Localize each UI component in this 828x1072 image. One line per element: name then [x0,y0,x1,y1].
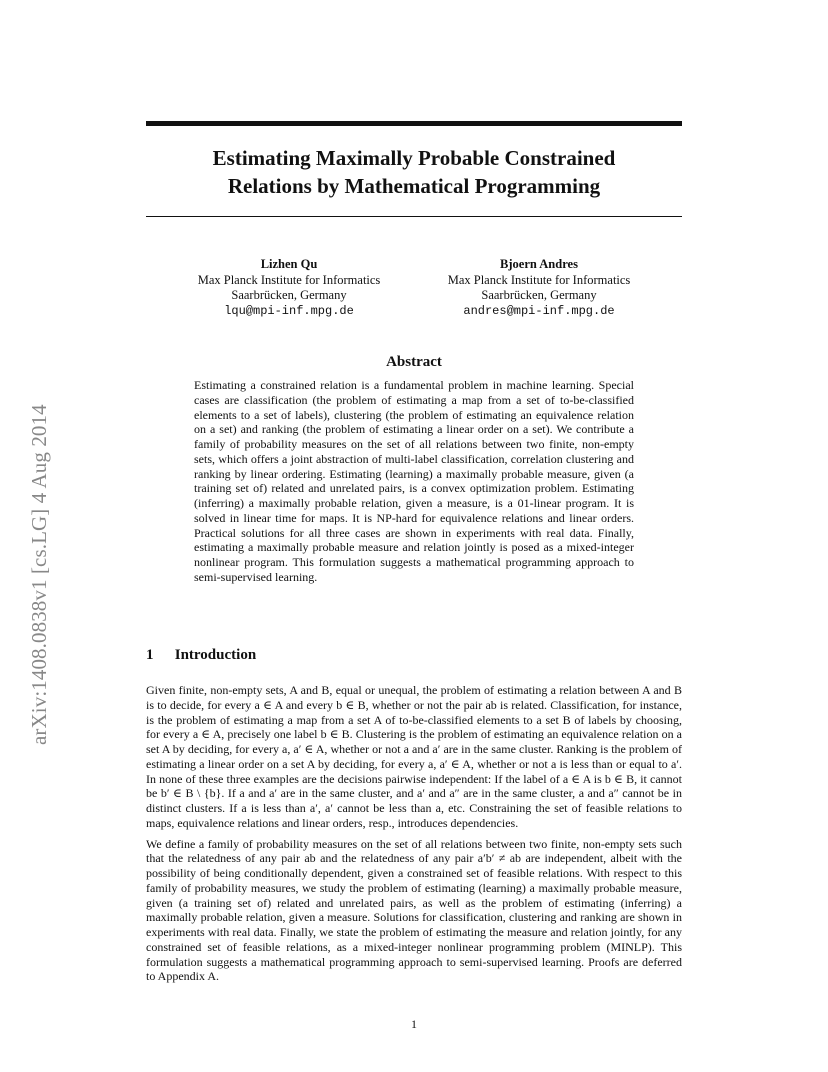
author-email[interactable]: lqu@mpi-inf.mpg.de [224,303,354,318]
section-heading [146,647,256,664]
abstract-section [194,378,634,585]
page-number: 1 [411,1017,417,1031]
title-top-rule [146,121,682,126]
arxiv-stamp: arXiv:1408.0838v1 [cs.LG] 4 Aug 2014 [27,404,51,745]
title-line-2: Relations by Mathematical Programming [227,174,601,198]
intro-paragraph: We define a family of probability measures on the set of all relations between two finite, non-empty sets such that the relatedness of any pair ab and the relatedness of any pair a′b′ ≠ ab are independent, albeit with the possibility of being conditionally dependent, given a constrained set of feasible relations. With respect to this family of probability measures, we study the problem of estimating (learning) a maximally probable measure, given (a training set of) related and unrelated pairs, as well as the problem of estimating (inferring) a maximally probable relation, given a measure. Solutions for classification, clustering and ranking are shown in experiments with real data. Finally, we state the problem of estimating the measure and relation jointly, for any constrained set of feasible relations, as a mixed-integer nonlinear programming problem (MINLP). This formulation suggests a mathematical programming approach to semi-supervised learning. Proofs are deferred to Appendix A. [146,836,682,984]
intro-paragraph: Given finite, non-empty sets, A and B, equal or unequal, the problem of estimating a relation between A and B is to decide, for every a ∈ A and every b ∈ B, whether or not the pair ab is related. Classification, for instance, is the problem of estimating a map from a set A of to-be-classified elements to a set B of labels by choosing, for every a ∈ A, precisely one label b ∈ B. Clustering is the problem of estimating an equivalence relation on a set A by deciding, for every a, a′ ∈ A, whether or not a and a′ are in the same cluster. Ranking is the problem of estimating a linear order on a set A by deciding, for every a, a′ ∈ A, whether or not a is less than or equal to a′. In none of these three examples are the decisions pairwise independent: If the label of a ∈ A is b ∈ B, it cannot be b′ ∈ B \ {b}. If a and a′ are in the same cluster, and a′ and a″ are in the same cluster, a and a″ cannot be in distinct clusters. If a is less than a′, a′ cannot be less than a, etc. Constraining the set of feasible relations to maps, equivalence relations and linear orders, resp., introduces dependencies. [146,683,682,830]
paper-title [146,144,682,200]
author-email[interactable]: andres@mpi-inf.mpg.de [463,303,615,318]
title-bottom-rule [146,216,682,217]
abstract-heading: Abstract [386,354,442,370]
introduction-body [146,683,682,990]
author-block-1 [164,257,414,319]
abstract-text: Estimating a constrained relation is a fundamental problem in machine learning. Special cases are classification (the problem of estimating a map from a set of to-be-classified elements to a set of labels), clustering (the problem of estimating an equivalence relation on a set) and ranking (the problem of estimating a linear order on a set). We contribute a family of probability measures on the set of all relations between two finite, non-empty sets, which offers a joint abstraction of multi-label classification, correlation clustering and ranking by linear ordering. Estimating (learning) a maximally probable measure, given (a training set of) related and unrelated pairs, is a convex optimization problem. Estimating (inferring) a maximally probable relation, given a measure, is a 01-linear program. It is solved in linear time for maps. It is NP-hard for equivalence relations and linear orders. Practical solutions for all three cases are shown in experiments with real data. Finally, estimating a maximally probable measure and relation jointly is posed as a mixed-integer nonlinear program. This formulation suggests a mathematical programming approach to semi-supervised learning. [194,378,634,584]
author-name: Bjoern Andres [500,257,578,271]
author-affiliation: Max Planck Institute for Informatics [197,272,381,287]
author-name: Lizhen Qu [260,257,318,271]
title-line-1: Estimating Maximally Probable Constrained [212,146,616,170]
section-title: Introduction [174,647,257,663]
author-block-2 [414,257,664,319]
author-affiliation: Max Planck Institute for Informatics [447,272,631,287]
author-location: Saarbrücken, Germany [231,288,347,302]
author-location: Saarbrücken, Germany [481,288,597,302]
section-number: 1 [146,647,154,663]
